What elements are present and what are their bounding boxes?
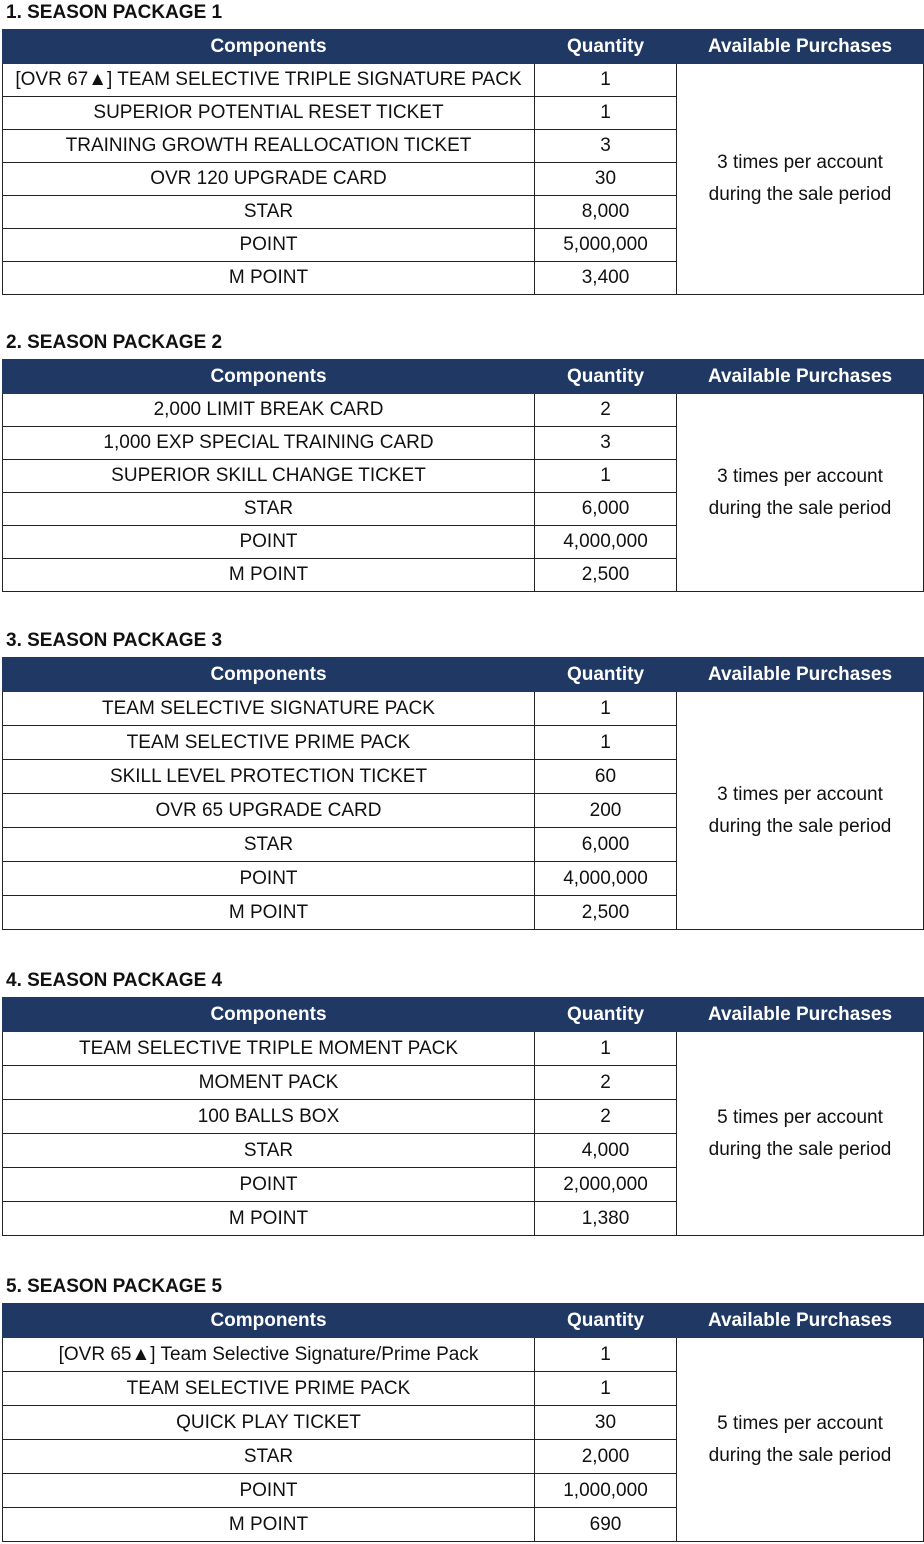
component-cell: POINT (3, 1474, 535, 1508)
table-row (3, 394, 924, 427)
table-row (3, 1032, 924, 1066)
quantity-cell: 690 (535, 1508, 677, 1542)
package-table (2, 359, 924, 592)
quantity-cell: 1,380 (535, 1202, 677, 1236)
quantity-cell: 1 (535, 64, 677, 97)
component-cell: STAR (3, 196, 535, 229)
quantity-cell: 5,000,000 (535, 229, 677, 262)
header-quantity: Quantity (535, 1304, 677, 1338)
package-table (2, 657, 924, 930)
component-cell: 100 BALLS BOX (3, 1100, 535, 1134)
quantity-cell: 8,000 (535, 196, 677, 229)
quantity-cell: 30 (535, 163, 677, 196)
header-available-purchases: Available Purchases (677, 658, 924, 692)
component-cell: SKILL LEVEL PROTECTION TICKET (3, 760, 535, 794)
available-purchases-line2: during the sale period (708, 815, 892, 837)
component-cell: TRAINING GROWTH REALLOCATION TICKET (3, 130, 535, 163)
quantity-cell: 4,000 (535, 1134, 677, 1168)
component-cell: M POINT (3, 896, 535, 930)
available-purchases-cell (677, 1032, 924, 1236)
component-cell: TEAM SELECTIVE PRIME PACK (3, 726, 535, 760)
component-cell: M POINT (3, 1508, 535, 1542)
quantity-cell: 1 (535, 97, 677, 130)
component-cell: POINT (3, 526, 535, 559)
quantity-cell: 30 (535, 1406, 677, 1440)
available-purchases-line1: 3 times per account (717, 465, 883, 487)
component-cell: POINT (3, 862, 535, 896)
quantity-cell: 1 (535, 1338, 677, 1372)
quantity-cell: 3 (535, 130, 677, 163)
available-purchases-line2: during the sale period (708, 184, 892, 205)
available-purchases-line1: 5 times per account (717, 1412, 883, 1434)
header-quantity: Quantity (535, 30, 677, 64)
quantity-cell: 3,400 (535, 262, 677, 295)
quantity-cell: 1 (535, 460, 677, 493)
component-cell: [OVR 67▲] TEAM SELECTIVE TRIPLE SIGNATURE PACK (3, 64, 535, 97)
header-available-purchases: Available Purchases (677, 360, 924, 394)
quantity-cell: 2,500 (535, 559, 677, 592)
quantity-cell: 4,000,000 (535, 526, 677, 559)
available-purchases-cell (677, 64, 924, 295)
package-title: 3. SEASON PACKAGE 3 (6, 630, 223, 651)
available-purchases-cell (677, 692, 924, 930)
package-table (2, 997, 924, 1236)
available-purchases-line1: 3 times per account (717, 152, 883, 173)
header-available-purchases: Available Purchases (677, 998, 924, 1032)
quantity-cell: 1 (535, 1372, 677, 1406)
table-row (3, 1338, 924, 1372)
quantity-cell: 2 (535, 1066, 677, 1100)
component-cell: OVR 120 UPGRADE CARD (3, 163, 535, 196)
component-cell: STAR (3, 828, 535, 862)
header-components: Components (3, 360, 535, 394)
component-cell: QUICK PLAY TICKET (3, 1406, 535, 1440)
table-row (3, 64, 924, 97)
available-purchases-cell (677, 1338, 924, 1542)
package-table (2, 1303, 924, 1542)
quantity-cell: 6,000 (535, 828, 677, 862)
quantity-cell: 6,000 (535, 493, 677, 526)
package-title: 2. SEASON PACKAGE 2 (6, 332, 223, 353)
component-cell: TEAM SELECTIVE TRIPLE MOMENT PACK (3, 1032, 535, 1066)
quantity-cell: 1 (535, 726, 677, 760)
quantity-cell: 3 (535, 427, 677, 460)
package-title: 4. SEASON PACKAGE 4 (6, 970, 223, 991)
quantity-cell: 4,000,000 (535, 862, 677, 896)
quantity-cell: 2 (535, 1100, 677, 1134)
quantity-cell: 60 (535, 760, 677, 794)
available-purchases-line2: during the sale period (708, 1138, 892, 1160)
component-cell: SUPERIOR SKILL CHANGE TICKET (3, 460, 535, 493)
component-cell: STAR (3, 493, 535, 526)
component-cell: MOMENT PACK (3, 1066, 535, 1100)
quantity-cell: 2,000,000 (535, 1168, 677, 1202)
component-cell: 1,000 EXP SPECIAL TRAINING CARD (3, 427, 535, 460)
header-components: Components (3, 1304, 535, 1338)
package-title: 5. SEASON PACKAGE 5 (6, 1276, 223, 1297)
component-cell: 2,000 LIMIT BREAK CARD (3, 394, 535, 427)
quantity-cell: 2,000 (535, 1440, 677, 1474)
component-cell: SUPERIOR POTENTIAL RESET TICKET (3, 97, 535, 130)
quantity-cell: 1 (535, 692, 677, 726)
header-available-purchases: Available Purchases (677, 1304, 924, 1338)
quantity-cell: 2,500 (535, 896, 677, 930)
available-purchases-line1: 3 times per account (717, 783, 883, 805)
header-available-purchases: Available Purchases (677, 30, 924, 64)
component-cell: OVR 65 UPGRADE CARD (3, 794, 535, 828)
header-components: Components (3, 30, 535, 64)
package-table (2, 29, 924, 295)
header-quantity: Quantity (535, 658, 677, 692)
header-quantity: Quantity (535, 998, 677, 1032)
quantity-cell: 1,000,000 (535, 1474, 677, 1508)
component-cell: STAR (3, 1134, 535, 1168)
component-cell: [OVR 65▲] Team Selective Signature/Prime Pack (3, 1338, 535, 1372)
component-cell: TEAM SELECTIVE SIGNATURE PACK (3, 692, 535, 726)
header-components: Components (3, 998, 535, 1032)
component-cell: POINT (3, 229, 535, 262)
available-purchases-cell (677, 394, 924, 592)
component-cell: POINT (3, 1168, 535, 1202)
component-cell: M POINT (3, 1202, 535, 1236)
component-cell: STAR (3, 1440, 535, 1474)
available-purchases-line2: during the sale period (708, 497, 892, 519)
available-purchases-line2: during the sale period (708, 1444, 892, 1466)
quantity-cell: 1 (535, 1032, 677, 1066)
quantity-cell: 200 (535, 794, 677, 828)
available-purchases-line1: 5 times per account (717, 1106, 883, 1128)
header-components: Components (3, 658, 535, 692)
component-cell: M POINT (3, 559, 535, 592)
component-cell: TEAM SELECTIVE PRIME PACK (3, 1372, 535, 1406)
table-row (3, 692, 924, 726)
package-title: 1. SEASON PACKAGE 1 (6, 2, 223, 23)
component-cell: M POINT (3, 262, 535, 295)
header-quantity: Quantity (535, 360, 677, 394)
quantity-cell: 2 (535, 394, 677, 427)
